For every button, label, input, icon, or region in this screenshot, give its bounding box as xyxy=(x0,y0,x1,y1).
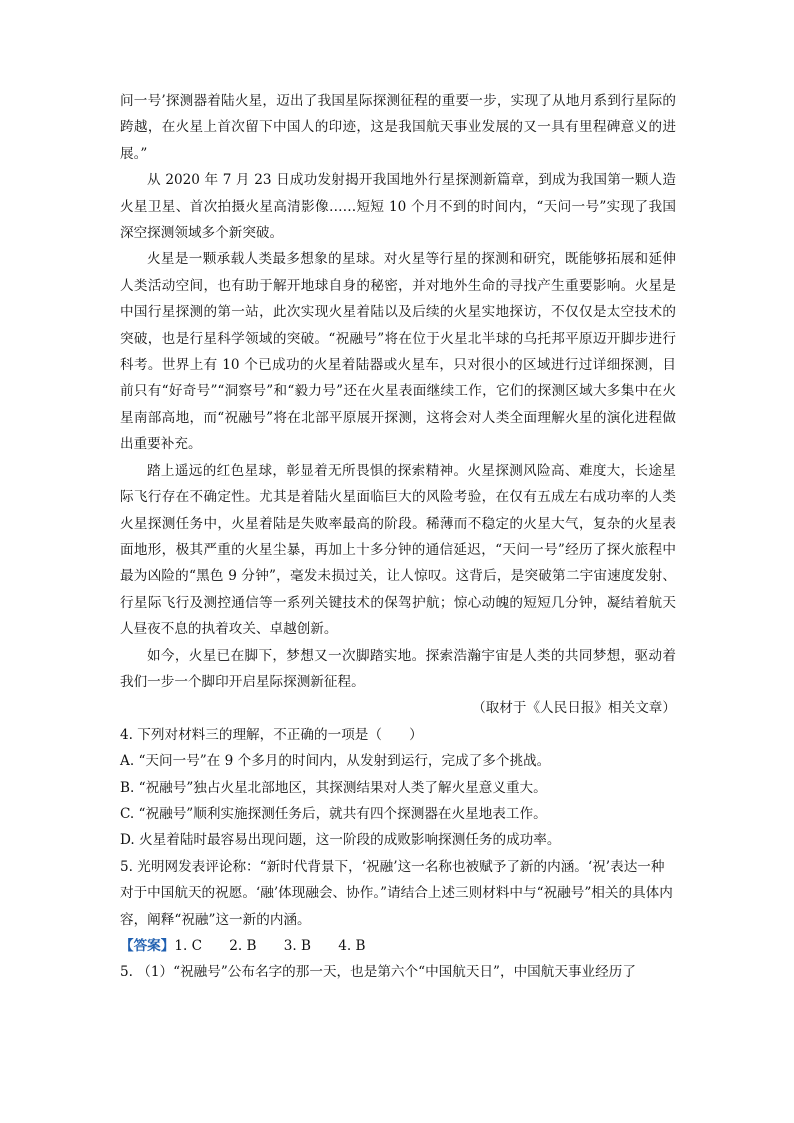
answer-5-text: 5. （1）“祝融号”公布名字的那一天，也是第六个“中国航天日”，中国航天事业经历了 xyxy=(120,964,636,981)
paragraph-3: 火星是一颗承载人类最多想象的星球。对火星等行星的探测和研究，既能够拓展和延伸人类活动空间，也有助于解开地球自身的秘密，并对地外生命的寻找产生重要影响。火星是中国行星探测的第一站，此次实现火星着陆以及后续的火星实地探访，不仅仅是太空技术的突破，也是行星科学领域的突破。“祝融号”将在位于火星北半球的乌托邦平原迈开脚步进行科考。世界上有 10 个已成功的火星着陆器或火星车，只对很小的区域进行过详细探测，目前只有“好奇号”“洞察号”和“毅力号”还在火星表面继续工作，它们的探测区域大多集中在火星南部高地，而“祝融号”将在北部平原展开探测，这将会对人类全面理解火星的演化进程做出重要补充。 xyxy=(120,251,676,453)
document-body xyxy=(120,88,676,986)
paragraph-1: 问一号’探测器着陆火星，迈出了我国星际探测征程的重要一步，实现了从地月系到行星际的跨越，在火星上首次留下中国人的印迹，这是我国航天事业发展的又一具有里程碑意义的进展。” xyxy=(120,93,676,162)
question-4-option-a: A. “天问一号”在 9 个多月的时间内，从发射到运行，完成了多个挑战。 xyxy=(120,753,551,770)
answer-line xyxy=(120,933,676,959)
question-4-option-c: C. “祝融号”顺利实施探测任务后，就共有四个探测器在火星地表工作。 xyxy=(120,805,547,822)
answer-label: 【答案】 xyxy=(120,938,175,954)
paragraph-2: 从 2020 年 7 月 23 日成功发射揭开我国地外行星探测新篇章，到成为我国第一颗人造火星卫星、首次拍摄火星高清影像……短短 10 个月不到的时间内，“天问一号”实现了我国深空探测领域多个新突破。 xyxy=(120,172,676,242)
question-4-option-d: D. 火星着陆时最容易出现问题，这一阶段的成败影响探测任务的成功率。 xyxy=(120,832,561,849)
source-citation: （取材于《人民日报》相关文章） xyxy=(472,700,676,717)
question-4-option-b: B. “祝融号”独占火星北部地区，其探测结果对人类了解火星意义重大。 xyxy=(120,779,547,796)
question-4-stem: 4. 下列对材料三的理解，不正确的一项是（ ） xyxy=(120,726,423,743)
question-5-stem: 5. 光明网发表评论称：“新时代背景下，‘祝融’这一名称也被赋予了新的内涵。‘祝’表达一种对于中国航天的祝愿。‘融’体现融会、协作。”请结合上述三则材料中与“祝融号”相关的具体内容，阐释“祝融”这一新的内涵。 xyxy=(120,858,673,928)
paragraph-5: 如今，火星已在脚下，梦想又一次脚踏实地。探索浩瀚宇宙是人类的共同梦想，驱动着我们一步一个脚印开启星际探测新征程。 xyxy=(120,647,676,690)
paragraph-4: 踏上遥远的红色星球，彰显着无所畏惧的探索精神。火星探测风险高、难度大，长途星际飞行存在不确定性。尤其是着陆火星面临巨大的风险考验，在仅有五成左右成功率的人类火星探测任务中，火星着陆是失败率最高的阶段。稀薄而不稳定的火星大气，复杂的火星表面地形，极其严重的火星尘暴，再加上十多分钟的通信延迟，“天问一号”经历了探火旅程中最为凶险的“黑色 9 分钟”，毫发未损过关，让人惊叹。这背后，是突破第二宇宙速度发射、行星际飞行及测控通信等一系列关键技术的保驾护航；惊心动魄的短短几分钟，凝结着航天人昼夜不息的执着攻关、卓越创新。 xyxy=(120,462,676,638)
answer-text: 1. C 2. B 3. B 4. B xyxy=(174,938,366,954)
